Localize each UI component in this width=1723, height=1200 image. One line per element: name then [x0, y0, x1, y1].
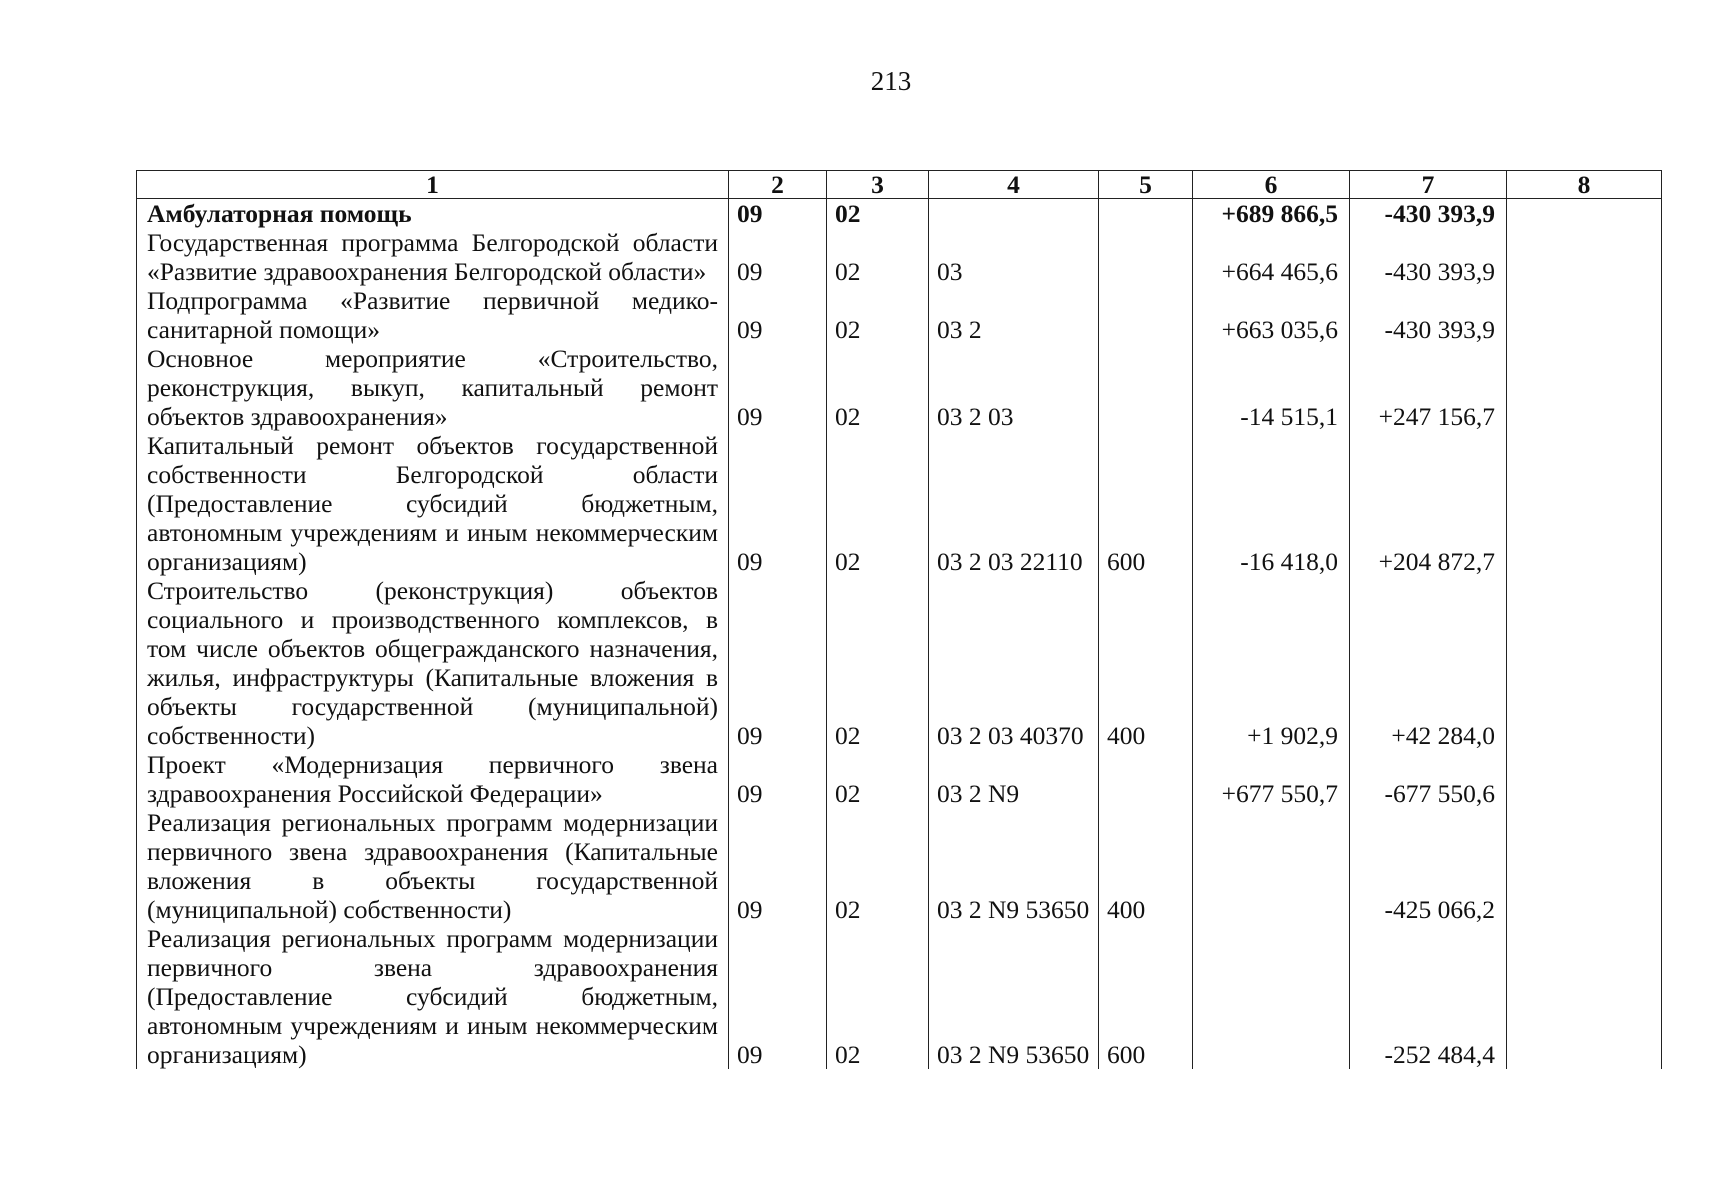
row-target-article: 03 2	[929, 286, 1099, 344]
row-description: Подпрограмма «Развитие первичной медико-санитарной помощи»	[137, 286, 729, 344]
row-description: Строительство (реконструкция) объектов социального и производственного комплексов, в том числе объектов общегражданского назначения, жилья, инфраструктуры (Капитальные вложения в объекты государственной (муниципальной) собственности)	[137, 576, 729, 750]
row-section: 09	[729, 228, 827, 286]
row-expense-type	[1099, 228, 1193, 286]
table-header	[137, 171, 1662, 199]
table-body	[137, 199, 1662, 1070]
row-amount-col8	[1507, 576, 1662, 750]
table-row	[137, 344, 1662, 431]
header-row	[137, 171, 1662, 199]
header-col-8: 8	[1507, 171, 1662, 199]
row-amount-col6: +663 035,6	[1193, 286, 1350, 344]
row-description: Капитальный ремонт объектов государственной собственности Белгородской области (Предоставление субсидий бюджетным, автономным учреждениям и иным некоммерческим организациям)	[137, 431, 729, 576]
row-amount-col7: -425 066,2	[1350, 808, 1507, 924]
header-col-5: 5	[1099, 171, 1193, 199]
row-subsection: 02	[827, 576, 929, 750]
header-col-1: 1	[137, 171, 729, 199]
table-row	[137, 286, 1662, 344]
row-expense-type: 600	[1099, 431, 1193, 576]
table-row	[137, 808, 1662, 924]
row-amount-col7: +204 872,7	[1350, 431, 1507, 576]
header-col-4: 4	[929, 171, 1099, 199]
row-description: Реализация региональных программ модернизации первичного звена здравоохранения (Капитальные вложения в объекты государственной (муниципальной) собственности)	[137, 808, 729, 924]
table-row	[137, 228, 1662, 286]
row-amount-col8	[1507, 431, 1662, 576]
row-section: 09	[729, 199, 827, 229]
row-amount-col8	[1507, 808, 1662, 924]
header-col-6: 6	[1193, 171, 1350, 199]
row-expense-type	[1099, 750, 1193, 808]
row-amount-col8	[1507, 344, 1662, 431]
row-section: 09	[729, 344, 827, 431]
row-expense-type: 400	[1099, 808, 1193, 924]
row-expense-type: 600	[1099, 924, 1193, 1069]
row-amount-col8	[1507, 750, 1662, 808]
row-target-article: 03 2 N9 53650	[929, 924, 1099, 1069]
header-col-2: 2	[729, 171, 827, 199]
row-section: 09	[729, 286, 827, 344]
row-section: 09	[729, 924, 827, 1069]
row-amount-col8	[1507, 286, 1662, 344]
row-amount-col6: +677 550,7	[1193, 750, 1350, 808]
row-subsection: 02	[827, 808, 929, 924]
row-subsection: 02	[827, 286, 929, 344]
row-amount-col7: +42 284,0	[1350, 576, 1507, 750]
row-target-article	[929, 199, 1099, 229]
row-target-article: 03 2 03	[929, 344, 1099, 431]
page-number: 213	[870, 66, 912, 96]
row-target-article: 03 2 03 40370	[929, 576, 1099, 750]
row-expense-type	[1099, 199, 1193, 229]
row-section: 09	[729, 576, 827, 750]
row-amount-col6: +689 866,5	[1193, 199, 1350, 229]
row-amount-col6: +664 465,6	[1193, 228, 1350, 286]
row-amount-col6: -14 515,1	[1193, 344, 1350, 431]
row-subsection: 02	[827, 924, 929, 1069]
row-section: 09	[729, 808, 827, 924]
row-subsection: 02	[827, 199, 929, 229]
row-amount-col8	[1507, 228, 1662, 286]
table-row	[137, 431, 1662, 576]
row-amount-col6: +1 902,9	[1193, 576, 1350, 750]
row-target-article: 03	[929, 228, 1099, 286]
row-target-article: 03 2 N9 53650	[929, 808, 1099, 924]
row-amount-col7: -430 393,9	[1350, 199, 1507, 229]
row-amount-col7: -430 393,9	[1350, 286, 1507, 344]
budget-table	[136, 170, 1662, 1069]
row-target-article: 03 2 03 22110	[929, 431, 1099, 576]
row-section: 09	[729, 750, 827, 808]
row-subsection: 02	[827, 750, 929, 808]
row-description: Проект «Модернизация первичного звена здравоохранения Российской Федерации»	[137, 750, 729, 808]
row-target-article: 03 2 N9	[929, 750, 1099, 808]
row-expense-type	[1099, 286, 1193, 344]
row-description: Государственная программа Белгородской области «Развитие здравоохранения Белгородской области»	[137, 228, 729, 286]
row-amount-col7: -677 550,6	[1350, 750, 1507, 808]
row-subsection: 02	[827, 431, 929, 576]
row-expense-type: 400	[1099, 576, 1193, 750]
row-expense-type	[1099, 344, 1193, 431]
row-description: Амбулаторная помощь	[137, 199, 729, 229]
row-amount-col6	[1193, 924, 1350, 1069]
row-amount-col7: +247 156,7	[1350, 344, 1507, 431]
row-subsection: 02	[827, 344, 929, 431]
table-row	[137, 576, 1662, 750]
row-subsection: 02	[827, 228, 929, 286]
row-amount-col8	[1507, 924, 1662, 1069]
row-amount-col7: -430 393,9	[1350, 228, 1507, 286]
header-col-7: 7	[1350, 171, 1507, 199]
row-description: Основное мероприятие «Строительство, реконструкция, выкуп, капитальный ремонт объектов здравоохранения»	[137, 344, 729, 431]
row-description: Реализация региональных программ модернизации первичного звена здравоохранения (Предоставление субсидий бюджетным, автономным учреждениям и иным некоммерческим организациям)	[137, 924, 729, 1069]
row-amount-col6	[1193, 808, 1350, 924]
header-col-3: 3	[827, 171, 929, 199]
table-row	[137, 924, 1662, 1069]
row-amount-col6: -16 418,0	[1193, 431, 1350, 576]
row-section: 09	[729, 431, 827, 576]
row-amount-col8	[1507, 199, 1662, 229]
table-row	[137, 750, 1662, 808]
row-amount-col7: -252 484,4	[1350, 924, 1507, 1069]
table-row	[137, 199, 1662, 229]
